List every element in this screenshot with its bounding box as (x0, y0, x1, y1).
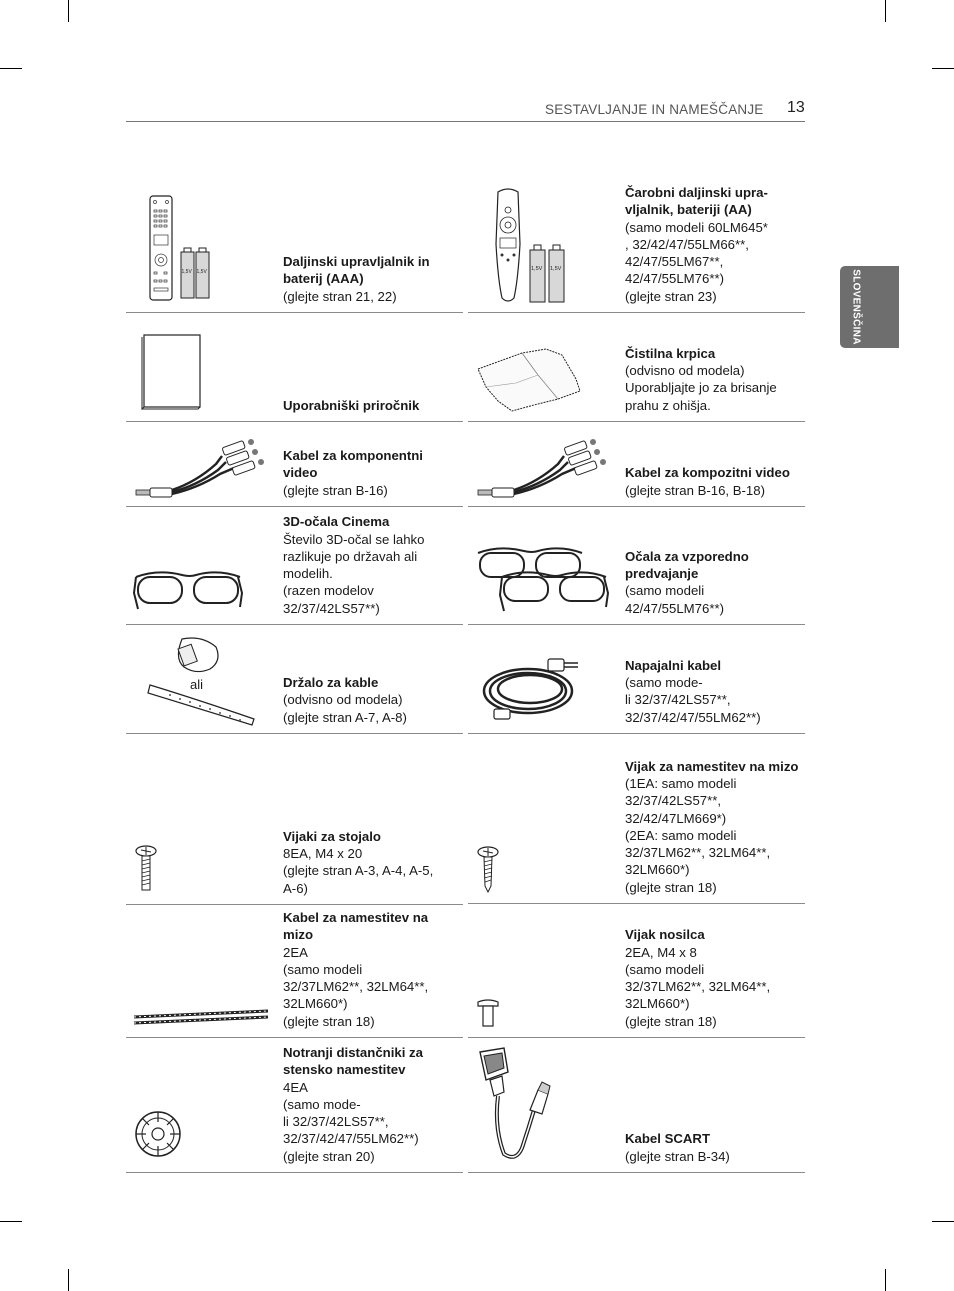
crop-mark (885, 0, 886, 22)
component-cable-icon (126, 422, 276, 506)
desk-mount-cable-icon (126, 905, 276, 1037)
accessory-desc: 2EA, M4 x 8 (samo modeli 32/37LM62**, 32LM64**, 32LM660*) (glejte stran 18) (625, 944, 771, 1029)
crop-mark (0, 68, 22, 69)
row-divider (468, 1172, 805, 1173)
crop-mark (68, 1269, 69, 1291)
dual-play-glasses-icon (468, 507, 618, 624)
language-tab (840, 266, 899, 348)
accessory-scart-cable (468, 1038, 805, 1173)
accessory-magic-remote (468, 180, 805, 313)
accessory-desc: 8EA, M4 x 20 (glejte stran A-3, A-4, A-5, A-6) (283, 846, 434, 896)
desk-mount-screw-icon (468, 734, 618, 903)
accessory-title: 3D-očala Cinema (283, 514, 390, 530)
accessory-desc: 2EA (samo modeli 32/37LM62**, 32LM64**, 32LM660*) (glejte stran 18) (283, 944, 429, 1029)
accessory-title: Kabel za namestitev na mizo (283, 909, 429, 943)
page-number: 13 (787, 99, 805, 116)
remote-control-icon (126, 180, 276, 312)
battery-label: 1,5V (531, 266, 543, 272)
battery-label: 1,5V (181, 269, 192, 275)
manual-icon (126, 313, 276, 421)
accessory-3d-glasses (126, 507, 463, 625)
accessory-desc: (odvisno od modela) (glejte stran A-7, A-8) (283, 692, 407, 725)
accessory-title: Očala za vzporedno predvajanje (625, 548, 749, 582)
header-divider (126, 121, 805, 122)
accessory-wall-spacers (126, 1038, 463, 1173)
magic-remote-icon (468, 180, 618, 312)
accessory-desc: (glejte stran B-16) (283, 482, 388, 498)
accessory-desc: (samo modeli 42/47/55LM76**) (625, 583, 724, 616)
composite-cable-icon (468, 422, 618, 506)
accessory-desk-mount-screw (468, 734, 805, 904)
accessory-stand-screws (126, 734, 463, 905)
accessory-manual (126, 313, 463, 422)
accessory-title: Daljinski upravljalnik in baterij (AAA) (283, 254, 430, 287)
accessory-desc: (glejte stran B-16, B-18) (625, 482, 765, 498)
language-tab-label: SLOVENŠČINA (850, 269, 862, 345)
accessory-title: Vijak nosilca (625, 927, 705, 943)
accessory-title: Čarobni daljinski upra- vljalnik, bateriji (AA) (625, 184, 768, 218)
accessory-desc: (samo mode- li 32/37/42LS57**, 32/37/42/47/55LM62**) (625, 675, 761, 725)
accessory-remote (126, 180, 463, 313)
accessory-title: Držalo za kable (283, 675, 379, 691)
accessory-component-cable (126, 422, 463, 507)
battery-label: 1,5V (196, 269, 207, 275)
accessory-desc: (glejte stran B-34) (625, 1148, 730, 1164)
crop-mark (932, 68, 954, 69)
accessory-desk-mount-cable (126, 905, 463, 1038)
alternative-label: ali (190, 677, 204, 692)
accessory-title: Kabel za komponentni video (283, 448, 423, 481)
battery-label: 1,5V (550, 266, 562, 272)
accessory-dual-play-glasses (468, 507, 805, 625)
3d-glasses-icon (126, 507, 276, 624)
accessory-desc: 4EA (samo mode- li 32/37/42LS57**, 32/37/42/47/55LM62**) (glejte stran 20) (283, 1079, 419, 1164)
accessory-desc: (glejte stran 21, 22) (283, 288, 397, 304)
cleaning-cloth-icon (468, 313, 618, 421)
wall-spacer-icon (126, 1038, 276, 1172)
stand-screw-icon (126, 734, 276, 904)
row-divider (126, 1172, 463, 1173)
accessory-desc: (1EA: samo modeli 32/37/42LS57**, 32/42/47LM669*) (2EA: samo modeli 32/37LM62**, 32LM64**, 32LM660*) (glejte stran 18) (625, 775, 771, 895)
accessory-title: Kabel za kompozitni video (625, 465, 790, 481)
accessory-title: Vijaki za stojalo (283, 828, 381, 844)
accessory-title: Napajalni kabel (625, 657, 722, 673)
accessory-cloth (468, 313, 805, 422)
power-cord-icon (468, 625, 618, 733)
accessory-title: Notranji distančniki za stensko namestitev (283, 1044, 423, 1078)
scart-cable-icon (468, 1038, 618, 1172)
accessory-title: Kabel SCART (625, 1131, 710, 1147)
accessory-bracket-screw (468, 904, 805, 1038)
crop-mark (885, 1269, 886, 1291)
section-title: SESTAVLJANJE IN NAMEŠČANJE (545, 102, 764, 117)
crop-mark (932, 1221, 954, 1222)
accessory-cable-holder (126, 625, 463, 734)
accessory-title: Uporabniški priročnik (283, 397, 420, 413)
crop-mark (0, 1221, 22, 1222)
accessory-desc: Število 3D-očal se lahko razlikuje po državah ali modelih. (razen modelov 32/37/42LS57**) (283, 531, 425, 616)
accessory-title: Vijak za namestitev na mizo (625, 758, 799, 774)
bracket-screw-icon (468, 904, 618, 1037)
accessory-power-cord (468, 625, 805, 734)
accessory-title: Čistilna krpica (625, 345, 716, 361)
accessory-desc: (samo modeli 60LM645* , 32/42/47/55LM66**, 42/47/55LM67**, 42/47/55LM76**) (glejte stran 23) (625, 219, 768, 304)
accessory-desc: (odvisno od modela) Uporabljajte jo za brisanje prahu z ohišja. (625, 363, 777, 413)
accessory-composite-cable (468, 422, 805, 507)
crop-mark (68, 0, 69, 22)
